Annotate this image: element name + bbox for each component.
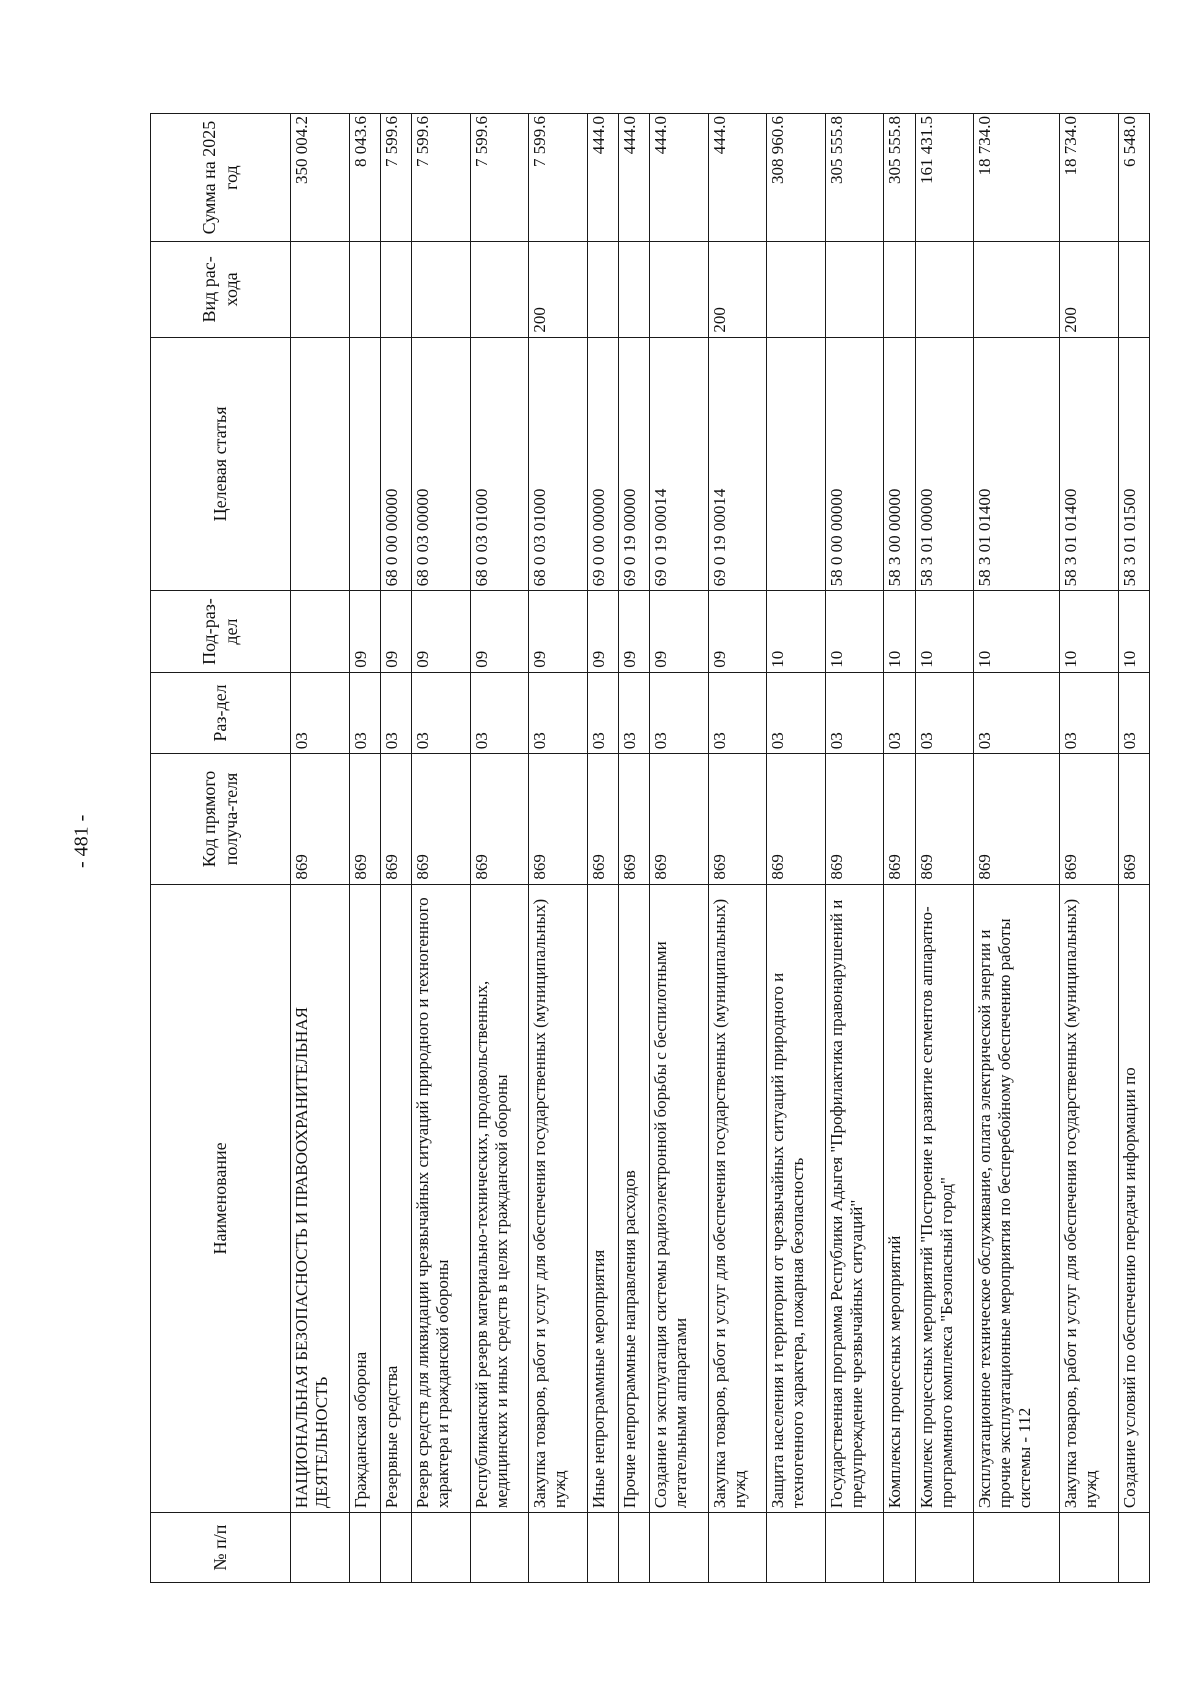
cell-section: 03 xyxy=(974,672,1060,753)
cell-sum: 350 004.2 xyxy=(291,114,350,242)
header-target: Целевая статья xyxy=(151,337,291,591)
cell-subsection: 10 xyxy=(974,591,1060,672)
cell-code: 869 xyxy=(291,754,350,884)
cell-subsection: 09 xyxy=(470,591,529,672)
table-row xyxy=(291,114,350,1583)
cell-sum: 8 043.6 xyxy=(349,114,380,242)
cell-kind: 200 xyxy=(1060,242,1119,337)
cell-section: 03 xyxy=(529,672,588,753)
cell-section: 03 xyxy=(470,672,529,753)
cell-code: 869 xyxy=(529,754,588,884)
cell-subsection: 09 xyxy=(529,591,588,672)
cell-num xyxy=(470,1513,529,1583)
table-row xyxy=(470,114,529,1583)
table-header-row xyxy=(151,114,291,1583)
table-row xyxy=(587,114,618,1583)
cell-kind xyxy=(619,242,650,337)
cell-subsection: 10 xyxy=(915,591,974,672)
table-row xyxy=(619,114,650,1583)
cell-name: Государственная программа Республики Адыгея "Профилактика правонарушений и предупреждение чрезвычайных ситуаций" xyxy=(825,884,884,1513)
cell-kind xyxy=(349,242,380,337)
table-row xyxy=(974,114,1060,1583)
cell-code: 869 xyxy=(1060,754,1119,884)
cell-target: 58 0 00 00000 xyxy=(825,337,884,591)
cell-subsection: 09 xyxy=(587,591,618,672)
table-row xyxy=(825,114,884,1583)
cell-num xyxy=(1060,1513,1119,1583)
cell-code: 869 xyxy=(708,754,767,884)
cell-section: 03 xyxy=(915,672,974,753)
cell-code: 869 xyxy=(587,754,618,884)
cell-num xyxy=(291,1513,350,1583)
cell-subsection: 10 xyxy=(1060,591,1119,672)
header-section: Раз-дел xyxy=(151,672,291,753)
table-row xyxy=(412,114,471,1583)
header-kind: Вид рас-хода xyxy=(151,242,291,337)
cell-sum: 18 734.0 xyxy=(1060,114,1119,242)
cell-section: 03 xyxy=(650,672,709,753)
cell-name: Создание условий по обеспечению передачи информации по xyxy=(1118,884,1149,1513)
cell-section: 03 xyxy=(1118,672,1149,753)
cell-num xyxy=(412,1513,471,1583)
cell-target: 58 3 01 00000 xyxy=(915,337,974,591)
cell-sum: 444.0 xyxy=(708,114,767,242)
cell-sum: 305 555.8 xyxy=(825,114,884,242)
cell-section: 03 xyxy=(291,672,350,753)
cell-target: 69 0 19 00000 xyxy=(619,337,650,591)
budget-table-sheet xyxy=(150,113,1150,1583)
cell-sum: 7 599.6 xyxy=(529,114,588,242)
cell-subsection: 10 xyxy=(767,591,826,672)
cell-subsection: 09 xyxy=(708,591,767,672)
table-row xyxy=(349,114,380,1583)
cell-code: 869 xyxy=(470,754,529,884)
cell-code: 869 xyxy=(650,754,709,884)
table-row xyxy=(1060,114,1119,1583)
cell-num xyxy=(825,1513,884,1583)
cell-target: 68 0 03 00000 xyxy=(412,337,471,591)
cell-sum: 7 599.6 xyxy=(380,114,411,242)
cell-sum: 308 960.6 xyxy=(767,114,826,242)
table-row xyxy=(915,114,974,1583)
cell-kind xyxy=(587,242,618,337)
cell-section: 03 xyxy=(884,672,915,753)
cell-subsection: 09 xyxy=(619,591,650,672)
cell-name: Защита населения и территории от чрезвычайных ситуаций природного и техногенного характера, пожарная безопасность xyxy=(767,884,826,1513)
table-row xyxy=(650,114,709,1583)
cell-subsection: 09 xyxy=(349,591,380,672)
table-row xyxy=(1118,114,1149,1583)
cell-kind xyxy=(291,242,350,337)
cell-target: 58 3 01 01500 xyxy=(1118,337,1149,591)
cell-subsection: 09 xyxy=(380,591,411,672)
cell-sum: 444.0 xyxy=(619,114,650,242)
cell-code: 869 xyxy=(767,754,826,884)
cell-target: 68 0 03 01000 xyxy=(529,337,588,591)
cell-name: Комплексы процессных мероприятий xyxy=(884,884,915,1513)
cell-num xyxy=(974,1513,1060,1583)
cell-subsection: 09 xyxy=(650,591,709,672)
cell-code: 869 xyxy=(619,754,650,884)
cell-kind xyxy=(974,242,1060,337)
cell-kind xyxy=(915,242,974,337)
table-row xyxy=(529,114,588,1583)
cell-code: 869 xyxy=(884,754,915,884)
cell-subsection: 10 xyxy=(884,591,915,672)
header-name: Наименование xyxy=(151,884,291,1513)
cell-name: Закупка товаров, работ и услуг для обеспечения государственных (муниципальных) нужд xyxy=(708,884,767,1513)
cell-sum: 305 555.8 xyxy=(884,114,915,242)
table-body xyxy=(291,114,1150,1583)
cell-num xyxy=(650,1513,709,1583)
cell-num xyxy=(587,1513,618,1583)
cell-code: 869 xyxy=(380,754,411,884)
cell-target: 58 3 01 01400 xyxy=(974,337,1060,591)
cell-sum: 7 599.6 xyxy=(412,114,471,242)
cell-target xyxy=(767,337,826,591)
cell-num xyxy=(884,1513,915,1583)
cell-name: Создание и эксплуатация системы радиоэлектронной борьбы с беспилотными летательными аппаратами xyxy=(650,884,709,1513)
cell-num xyxy=(529,1513,588,1583)
cell-section: 03 xyxy=(587,672,618,753)
cell-section: 03 xyxy=(619,672,650,753)
table-row xyxy=(767,114,826,1583)
cell-num xyxy=(708,1513,767,1583)
cell-name: Резервные средства xyxy=(380,884,411,1513)
cell-sum: 161 431.5 xyxy=(915,114,974,242)
cell-section: 03 xyxy=(825,672,884,753)
cell-name: Эксплуатационное техническое обслуживание, оплата электрической энергии и прочие эксплуатационные мероприятия по бесперебойному обеспечению работы системы - 112 xyxy=(974,884,1060,1513)
cell-target: 69 0 19 00014 xyxy=(650,337,709,591)
cell-name: Иные непрограммные мероприятия xyxy=(587,884,618,1513)
cell-target: 68 0 03 01000 xyxy=(470,337,529,591)
cell-num xyxy=(1118,1513,1149,1583)
cell-name: НАЦИОНАЛЬНАЯ БЕЗОПАСНОСТЬ И ПРАВООХРАНИТЕЛЬНАЯ ДЕЯТЕЛЬНОСТЬ xyxy=(291,884,350,1513)
page-number: - 481 - xyxy=(70,814,93,868)
cell-section: 03 xyxy=(708,672,767,753)
cell-name: Гражданская оборона xyxy=(349,884,380,1513)
cell-target: 68 0 00 00000 xyxy=(380,337,411,591)
cell-name: Резерв средств для ликвидации чрезвычайных ситуаций природного и техногенного характера и гражданской обороны xyxy=(412,884,471,1513)
cell-name: Комплекс процессных мероприятий "Построение и развитие сегментов аппаратно-программного комплекса "Безопасный город" xyxy=(915,884,974,1513)
cell-section: 03 xyxy=(380,672,411,753)
cell-name: Республиканский резерв материально-технических, продовольственных, медицинских и иных средств в целях гражданской обороны xyxy=(470,884,529,1513)
cell-subsection: 09 xyxy=(412,591,471,672)
cell-code: 869 xyxy=(915,754,974,884)
cell-subsection: 10 xyxy=(1118,591,1149,672)
cell-kind xyxy=(767,242,826,337)
cell-target xyxy=(349,337,380,591)
table-row xyxy=(708,114,767,1583)
cell-code: 869 xyxy=(825,754,884,884)
table-row xyxy=(380,114,411,1583)
cell-kind xyxy=(380,242,411,337)
cell-kind xyxy=(412,242,471,337)
cell-sum: 7 599.6 xyxy=(470,114,529,242)
cell-target: 69 0 19 00014 xyxy=(708,337,767,591)
table-row xyxy=(884,114,915,1583)
budget-table xyxy=(150,113,1150,1583)
cell-kind: 200 xyxy=(708,242,767,337)
cell-num xyxy=(380,1513,411,1583)
cell-kind xyxy=(825,242,884,337)
header-subsection: Под-раз-дел xyxy=(151,591,291,672)
cell-subsection xyxy=(291,591,350,672)
cell-code: 869 xyxy=(412,754,471,884)
cell-sum: 444.0 xyxy=(650,114,709,242)
cell-code: 869 xyxy=(349,754,380,884)
cell-section: 03 xyxy=(349,672,380,753)
cell-subsection: 10 xyxy=(825,591,884,672)
header-sum: Сумма на 2025 год xyxy=(151,114,291,242)
cell-kind: 200 xyxy=(529,242,588,337)
header-code: Код прямого получа-теля xyxy=(151,754,291,884)
cell-num xyxy=(619,1513,650,1583)
cell-target: 69 0 00 00000 xyxy=(587,337,618,591)
cell-sum: 444.0 xyxy=(587,114,618,242)
cell-num xyxy=(349,1513,380,1583)
cell-sum: 6 548.0 xyxy=(1118,114,1149,242)
cell-section: 03 xyxy=(1060,672,1119,753)
header-num: № п/п xyxy=(151,1513,291,1583)
cell-num xyxy=(767,1513,826,1583)
cell-kind xyxy=(884,242,915,337)
cell-kind xyxy=(1118,242,1149,337)
cell-name: Закупка товаров, работ и услуг для обеспечения государственных (муниципальных) нужд xyxy=(1060,884,1119,1513)
cell-target xyxy=(291,337,350,591)
cell-name: Прочие непрограммные направления расходов xyxy=(619,884,650,1513)
cell-target: 58 3 01 01400 xyxy=(1060,337,1119,591)
cell-section: 03 xyxy=(412,672,471,753)
cell-kind xyxy=(470,242,529,337)
cell-name: Закупка товаров, работ и услуг для обеспечения государственных (муниципальных) нужд xyxy=(529,884,588,1513)
cell-code: 869 xyxy=(1118,754,1149,884)
cell-num xyxy=(915,1513,974,1583)
cell-sum: 18 734.0 xyxy=(974,114,1060,242)
cell-section: 03 xyxy=(767,672,826,753)
cell-kind xyxy=(650,242,709,337)
cell-target: 58 3 00 00000 xyxy=(884,337,915,591)
cell-code: 869 xyxy=(974,754,1060,884)
